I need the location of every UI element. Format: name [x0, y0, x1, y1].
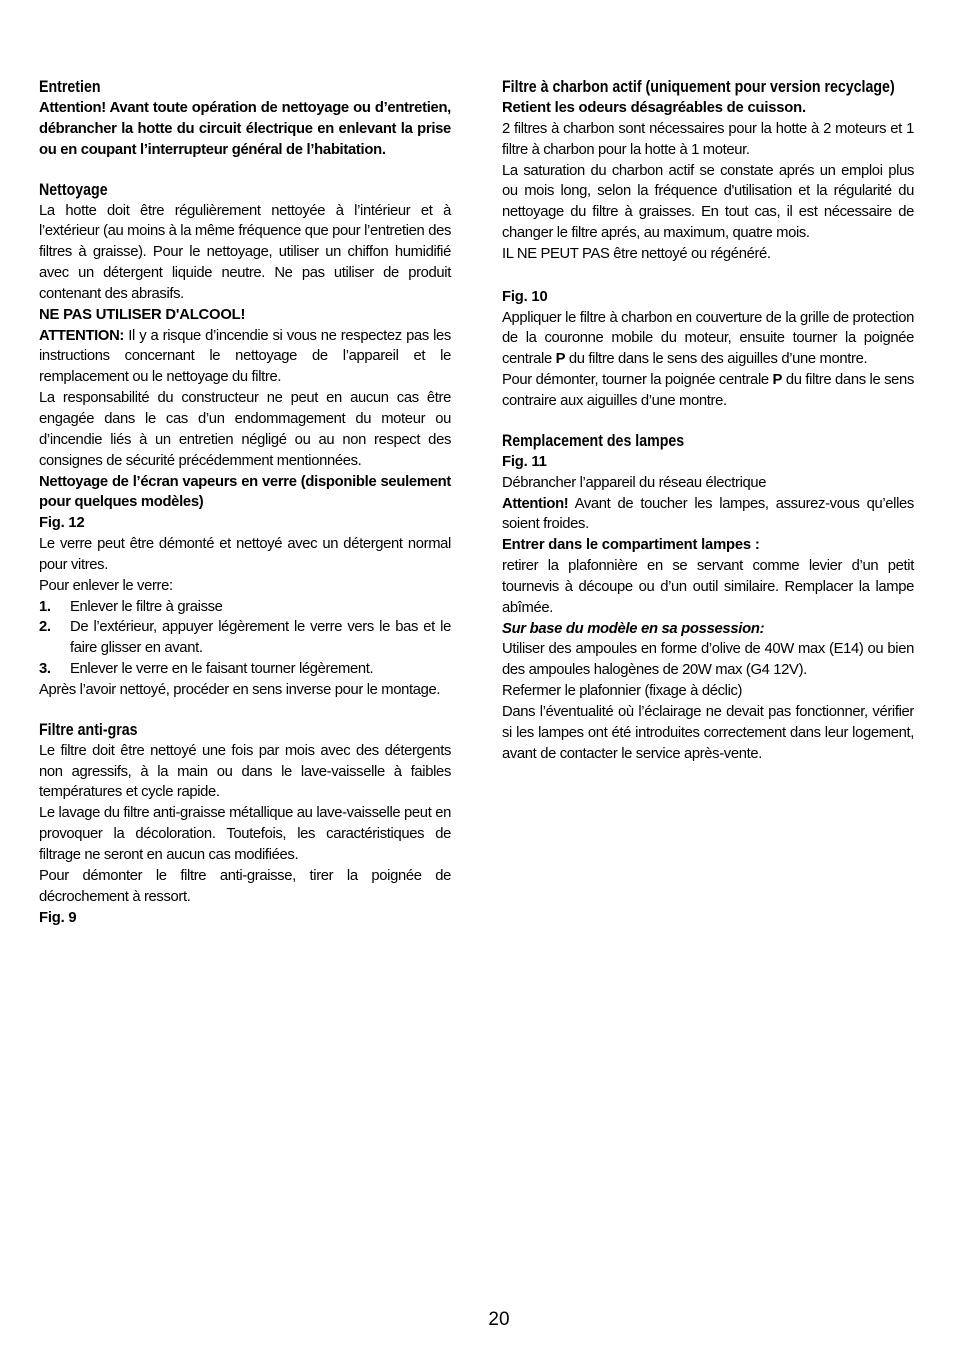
lampes-paragraph-1: Débrancher l’appareil du réseau électrique: [502, 474, 767, 491]
fig-9-label: Fig. 9: [39, 909, 77, 926]
nettoyage-paragraph-3: Le verre peut être démonté et nettoyé avec un détergent normal pour vitres.: [39, 536, 451, 573]
attention-text: Il y a risque d’incendie si vous ne respectez pas les instructions concernant le nettoyage de l’appareil et le remplacement ou le nettoyage du filtre.: [39, 327, 451, 386]
list-item: [39, 617, 451, 659]
page-number: 20: [488, 1309, 510, 1330]
fire-risk-paragraph: [39, 326, 451, 389]
attention-text: Avant de toucher les lampes, assurez-vous qu’elles soient froides.: [502, 495, 914, 533]
charbon-p4-text-a: Appliquer le filtre à charbon en couverture de la grille de protection de la couronne mobile du moteur, ensuite tourner la poignée centrale: [502, 309, 914, 368]
step-number: 1.: [39, 598, 51, 615]
charbon-subtitle: Retient les odeurs désagréables de cuisson.: [502, 100, 806, 116]
charbon-heading: Filtre à charbon actif (uniquement pour version recyclage): [502, 78, 895, 96]
charbon-paragraph-4: [502, 308, 914, 371]
lampes-heading: Remplacement des lampes: [502, 431, 685, 450]
entretien-warning: Attention! Avant toute opération de nettoyage ou d’entretien, débrancher la hotte du circuit électrique en enlevant la prise ou en coupant l’interrupteur général de l’habitation.: [39, 100, 451, 158]
step-text: Enlever le filtre à graisse: [70, 598, 223, 615]
lampes-attention-paragraph: [502, 494, 914, 536]
left-column: [39, 76, 451, 928]
no-alcohol-warning: NE PAS UTILISER D'ALCOOL!: [39, 306, 246, 323]
attention-label: Attention!: [502, 495, 569, 512]
filtre-paragraph-1: Le filtre doit être nettoyé une fois par mois avec des détergents non agressifs, à la main ou dans le lave-vaisselle à faibles températures et cycle rapide.: [39, 742, 451, 801]
list-item: [39, 597, 451, 618]
charbon-paragraph-1: 2 filtres à charbon sont nécessaires pour la hotte à 2 moteurs et 1 filtre à charbon pour la hotte à 1 moteur.: [502, 120, 914, 158]
nettoyage-paragraph-2: La responsabilité du constructeur ne peut en aucun cas être engagée dans le cas d’un endommagement du moteur ou d’incendie liés à un entretien négligé ou au non respect des consignes de sécurité précédemment mentionnées.: [39, 390, 451, 469]
right-column: [502, 76, 914, 764]
attention-label: ATTENTION:: [39, 327, 124, 344]
lampes-paragraph-4: Refermer le plafonnier (fixage à déclic): [502, 683, 743, 700]
filtre-paragraph-2: Le lavage du filtre anti-graisse métallique au lave-vaisselle peut en provoquer la décoloration. Toutefois, les caractéristiques de filtrage ne seront en aucun cas modifiées.: [39, 805, 451, 863]
lampes-paragraph-2: retirer la plafonnière en se servant comme levier d’un petit tournevis à découpe ou d’un outil similaire. Remplacer la lampe abîmée.: [502, 558, 914, 616]
nettoyage-paragraph-1: La hotte doit être régulièrement nettoyée à l’intérieur et à l’extérieur (au moins à la même fréquence que pour l’entretien des filtres à graisse). Pour le nettoyage, utiliser un chiffon humidifié avec un détergent liquide neutre. Ne pas utiliser de produit contenant des abrasifs.: [39, 202, 451, 302]
charbon-paragraph-5: [502, 370, 914, 412]
step-text: Enlever le verre en le faisant tourner légèrement.: [70, 661, 374, 678]
list-item: [39, 659, 451, 680]
model-note: Sur base du modèle en sa possession:: [502, 620, 765, 637]
step-number: 2.: [39, 619, 51, 636]
filtre-anti-gras-heading: Filtre anti-gras: [39, 720, 138, 739]
filtre-paragraph-3: Pour démonter le filtre anti-graisse, tirer la poignée de décrochement à ressort.: [39, 867, 451, 905]
charbon-p4-text-c: du filtre dans le sens des aiguilles d’une montre.: [565, 351, 868, 368]
step-text: De l’extérieur, appuyer légèrement le verre vers le bas et le faire glisser en avant.: [70, 619, 451, 657]
nettoyage-heading: Nettoyage: [39, 180, 108, 199]
compartment-heading: Entrer dans le compartiment lampes :: [502, 537, 760, 554]
handle-p-label: P: [555, 351, 566, 368]
fig-11-label: Fig. 11: [502, 453, 547, 470]
charbon-paragraph-2: La saturation du charbon actif se constate aprés un emploi plus ou mois long, selon la fréquence d'utilisation et la régularité du nettoyage du filtre à graisses. En tout cas, il est nécessaire de changer le filtre aprés, au maximum, quatre mois.: [502, 162, 914, 242]
handle-p-label: P: [772, 372, 783, 389]
charbon-p5-text-a: Pour démonter, tourner la poignée centrale: [502, 372, 773, 389]
nettoyage-paragraph-4: Pour enlever le verre:: [39, 577, 173, 594]
lampes-paragraph-3: Utiliser des ampoules en forme d’olive de 40W max (E14) ou bien des ampoules halogènes de 20W max (G4 12V).: [502, 641, 914, 679]
lampes-paragraph-5: Dans l’éventualité où l’éclairage ne devait pas fonctionner, vérifier si les lampes ont été introduites correctement dans leur logement, avant de contacter le service après-vente.: [502, 703, 914, 762]
charbon-p5-text-c: du filtre dans le sens contraire aux aiguilles d’une montre.: [502, 372, 914, 409]
entretien-heading: Entretien: [39, 78, 101, 96]
step-number: 3.: [39, 661, 51, 678]
glass-removal-steps: [39, 597, 451, 680]
nettoyage-paragraph-5: Après l’avoir nettoyé, procéder en sens inverse pour le montage.: [39, 681, 441, 698]
glass-cleaning-heading: Nettoyage de l’écran vapeurs en verre (disponible seulement pour quelques modèles): [39, 473, 451, 511]
charbon-paragraph-3: IL NE PEUT PAS être nettoyé ou régénéré.: [502, 245, 771, 262]
fig-10-label: Fig. 10: [502, 288, 548, 305]
fig-12-label: Fig. 12: [39, 515, 85, 532]
